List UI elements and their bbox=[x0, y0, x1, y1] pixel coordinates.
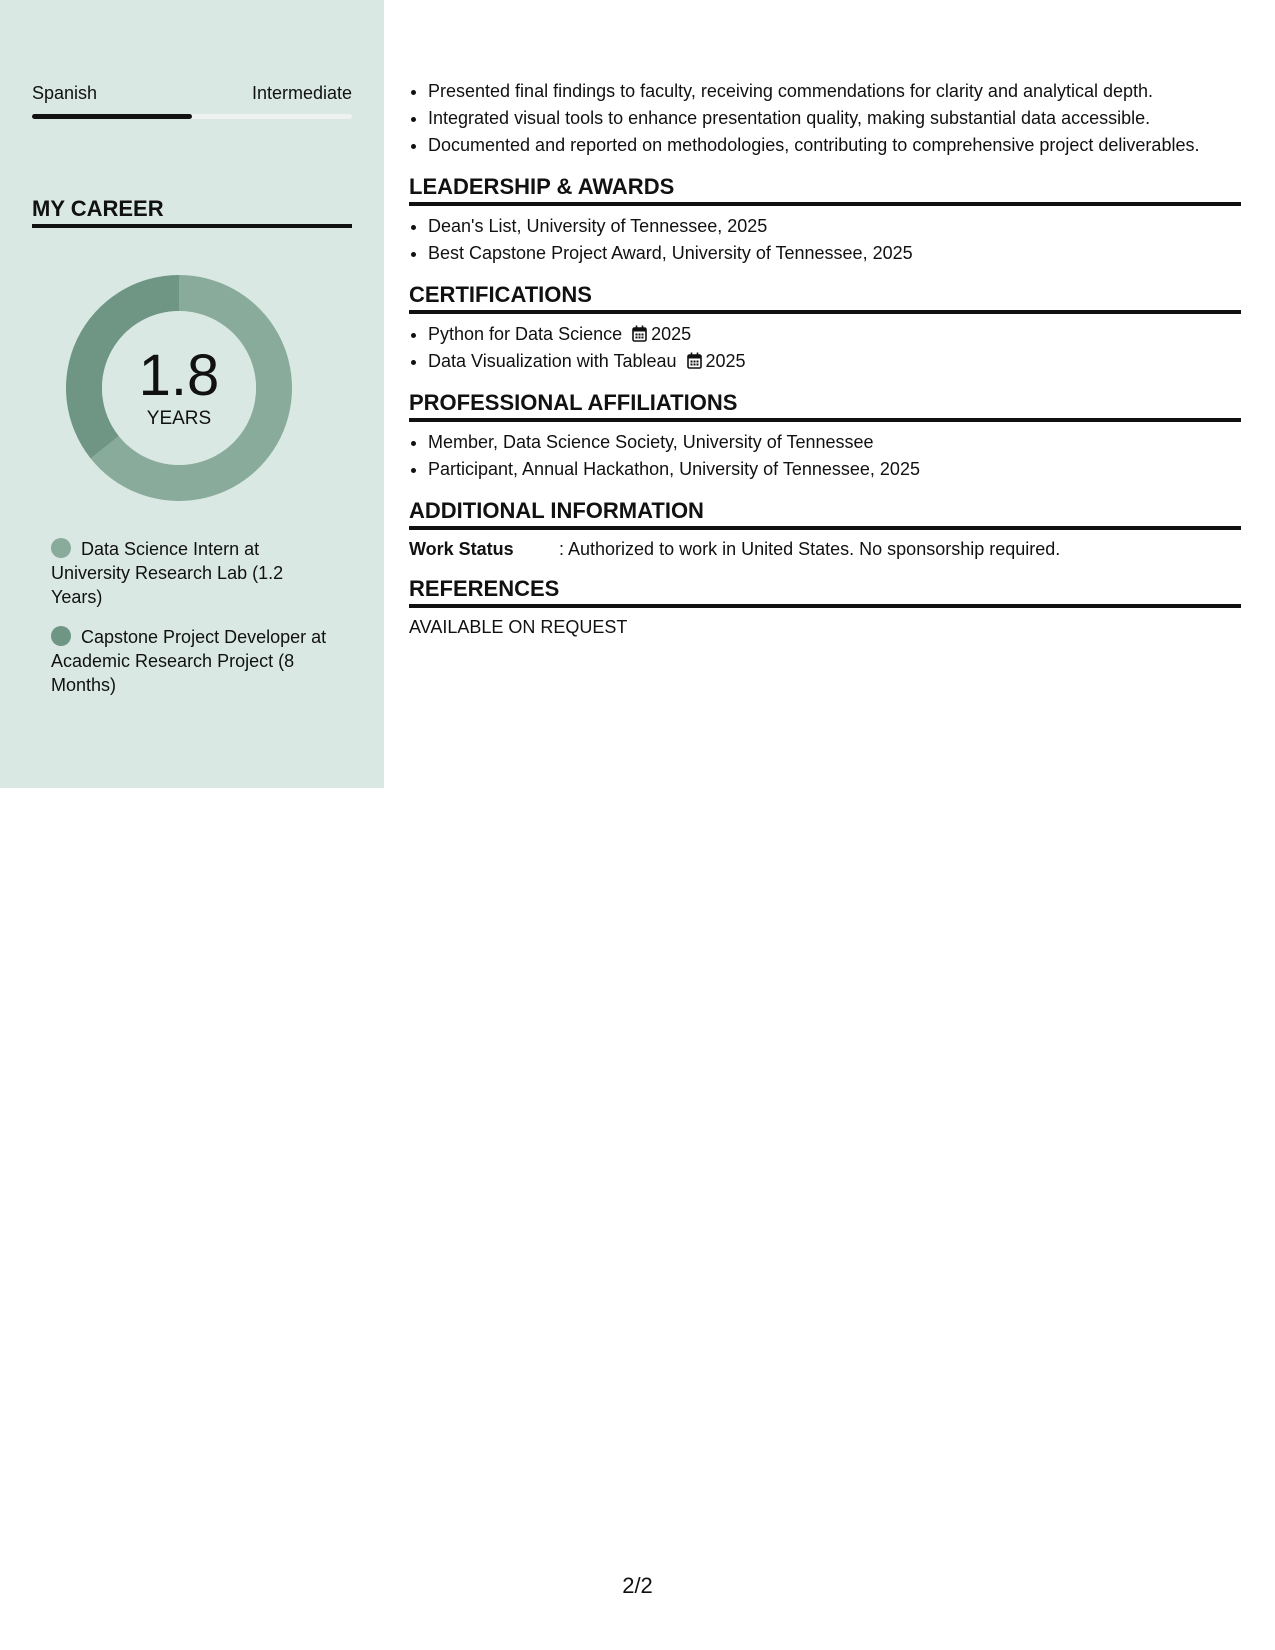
certification-name: Data Visualization with Tableau bbox=[428, 351, 677, 371]
certification-year: 2025 bbox=[705, 351, 746, 371]
affiliation-item: • Member, Data Science Society, University of Tennessee bbox=[428, 429, 1241, 456]
leadership-item: • Best Capstone Project Award, University of Tennessee, 2025 bbox=[428, 240, 1241, 267]
legend-dot-icon bbox=[51, 626, 71, 646]
additional-info-section-title: ADDITIONAL INFORMATION bbox=[409, 497, 1241, 530]
main-content bbox=[409, 78, 1241, 639]
calendar-icon bbox=[632, 325, 647, 342]
references-text: AVAILABLE ON REQUEST bbox=[409, 617, 628, 637]
language-level: Intermediate bbox=[251, 83, 352, 103]
career-legend-item bbox=[51, 537, 331, 609]
certification-name: Python for Data Science bbox=[428, 324, 623, 344]
career-legend-label: Capstone Project Developer at Academic Research Project (8 Months) bbox=[51, 627, 327, 695]
certifications-list bbox=[409, 321, 1241, 375]
experience-bullet: • Documented and reported on methodologies, contributing to comprehensive project deliverables. bbox=[428, 132, 1241, 159]
career-total-value: 1.8 bbox=[138, 343, 220, 408]
leadership-section-title: LEADERSHIP & AWARDS bbox=[409, 173, 1241, 206]
career-legend-label: Data Science Intern at University Research Lab (1.2 Years) bbox=[51, 539, 284, 607]
language-row bbox=[32, 82, 352, 104]
experience-bullet: • Presented final findings to faculty, receiving commendations for clarity and analytical depth. bbox=[428, 78, 1241, 105]
certification-year: 2025 bbox=[651, 324, 692, 344]
career-legend bbox=[51, 537, 331, 713]
certification-item bbox=[428, 321, 1241, 348]
affiliations-section-title: PROFESSIONAL AFFILIATIONS bbox=[409, 389, 1241, 422]
career-total-unit: YEARS bbox=[146, 408, 212, 429]
career-legend-item bbox=[51, 625, 331, 697]
experience-bullet: • Integrated visual tools to enhance presentation quality, making substantial data accessible. bbox=[428, 105, 1241, 132]
work-status-row bbox=[409, 537, 1241, 561]
calendar-icon bbox=[687, 352, 702, 369]
affiliations-list bbox=[409, 429, 1241, 483]
sidebar bbox=[0, 0, 384, 788]
language-name: Spanish bbox=[32, 83, 98, 103]
career-donut-center bbox=[66, 275, 292, 501]
references-section-title: REFERENCES bbox=[409, 575, 1241, 608]
certification-item bbox=[428, 348, 1241, 375]
language-proficiency-fill bbox=[32, 114, 192, 119]
affiliation-item: • Participant, Annual Hackathon, University of Tennessee, 2025 bbox=[428, 456, 1241, 483]
leadership-item: • Dean's List, University of Tennessee, 2025 bbox=[428, 213, 1241, 240]
career-heading: MY CAREER bbox=[32, 196, 352, 228]
language-proficiency-bar bbox=[32, 114, 352, 119]
work-status-value: : Authorized to work in United States. No sponsorship required. bbox=[559, 539, 1061, 559]
page-number: 2/2 bbox=[622, 1573, 653, 1598]
leadership-list bbox=[409, 213, 1241, 267]
certifications-section-title: CERTIFICATIONS bbox=[409, 281, 1241, 314]
legend-dot-icon bbox=[51, 538, 71, 558]
work-status-label: Work Status bbox=[409, 539, 514, 559]
experience-bullets bbox=[409, 78, 1241, 159]
